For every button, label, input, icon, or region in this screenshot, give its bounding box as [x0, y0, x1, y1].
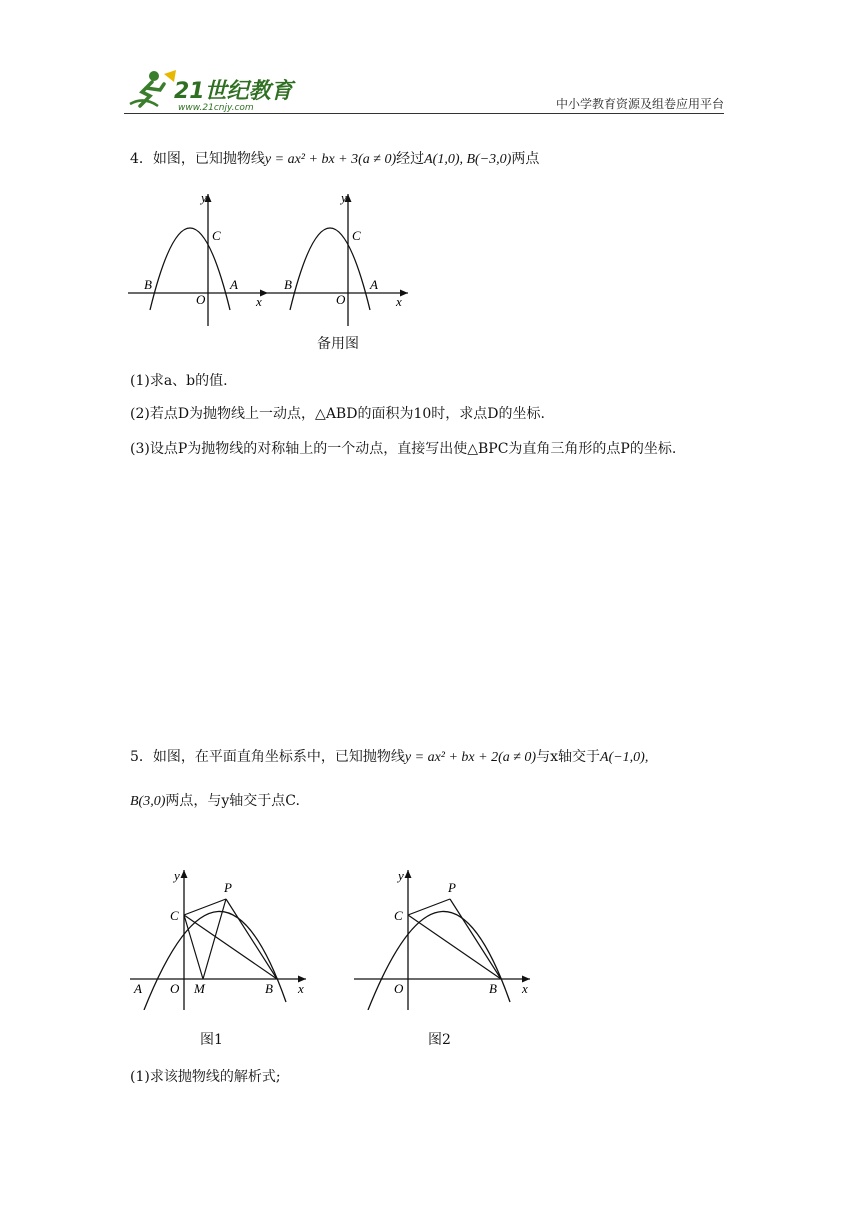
q4-f2-x-label: x [396, 294, 402, 309]
q4-f1-origin-label: O [196, 292, 206, 307]
q4-f1-a-label: A [230, 277, 238, 292]
q4-part3: (3)设点P为抛物线的对称轴上的一个动点，直接写出使△BPC为直角三角形的点P的坐标. [130, 441, 677, 457]
q5-f1-m-label: M [194, 981, 205, 996]
q5-f2-x-label: x [522, 981, 528, 996]
q5-stem-line2 [130, 790, 300, 810]
q4-figure-2 [266, 188, 412, 328]
logo-url: www.21cnjy.com [178, 103, 254, 113]
q5-f1-x-label: x [298, 981, 304, 996]
q5-f2-p-label: P [448, 880, 456, 895]
q5-caption-2: 图2 [428, 1032, 451, 1048]
q4-f1-x-label: x [256, 294, 262, 309]
q4-part2: (2)若点D为抛物线上一动点，△ABD的面积为10时，求点D的坐标. [130, 406, 545, 422]
q4-f1-b-label: B [144, 277, 152, 292]
q5-f1-p-label: P [224, 880, 232, 895]
q5-point-a: A(−1,0), [600, 750, 649, 765]
q5-part1: (1)求该抛物线的解析式; [130, 1069, 281, 1085]
logo-text: 21世纪教育 [174, 79, 293, 104]
q4-f2-origin-label: O [336, 292, 346, 307]
q4-f2-y-label: y [341, 190, 347, 205]
q4-stem-prefix: 4．如图，已知抛物线 [130, 151, 265, 167]
q4-f2-b-label: B [284, 277, 292, 292]
q4-stem-suffix: 两点 [511, 151, 540, 167]
q4-backup-caption: 备用图 [317, 336, 359, 352]
q5-f2-origin-label: O [394, 981, 404, 996]
q4-f2-c-label: C [352, 228, 361, 243]
platform-name: 中小学教育资源及组卷应用平台 [555, 97, 724, 111]
q5-stem-line2-suffix: 两点，与y轴交于点C. [165, 793, 300, 809]
q5-stem-mid: 与x轴交于 [536, 749, 601, 765]
q4-stem-mid: 经过 [396, 151, 425, 167]
q4-figure-1 [126, 188, 272, 328]
page-header [124, 66, 724, 118]
q5-f2-b-label: B [489, 981, 497, 996]
q4-f1-c-label: C [212, 228, 221, 243]
q4-f1-y-label: y [201, 190, 207, 205]
q5-f2-y-label: y [398, 868, 404, 883]
q4-f2-a-label: A [370, 277, 378, 292]
q5-f1-b-label: B [265, 981, 273, 996]
q5-f1-origin-label: O [170, 981, 180, 996]
q5-figure-1 [126, 862, 316, 1010]
q4-equation: y = ax² + bx + 3(a ≠ 0) [264, 152, 397, 167]
q4-part1: (1)求a、b的值. [130, 373, 228, 389]
header-divider [124, 113, 724, 114]
q5-f1-y-label: y [174, 868, 180, 883]
q5-stem-line1 [130, 746, 648, 766]
q4-points: A(1,0), B(−3,0) [424, 152, 512, 167]
q5-f1-a-label: A [134, 981, 142, 996]
q4-stem [130, 148, 539, 168]
q5-caption-1: 图1 [200, 1032, 223, 1048]
q5-figure-2 [350, 862, 540, 1010]
q5-stem-prefix: 5．如图，在平面直角坐标系中，已知抛物线 [130, 749, 405, 765]
q5-equation: y = ax² + bx + 2(a ≠ 0) [404, 750, 537, 765]
q5-point-b: B(3,0) [130, 794, 166, 809]
q5-f2-c-label: C [394, 908, 403, 923]
q5-f1-c-label: C [170, 908, 179, 923]
logo-icon [124, 66, 304, 114]
